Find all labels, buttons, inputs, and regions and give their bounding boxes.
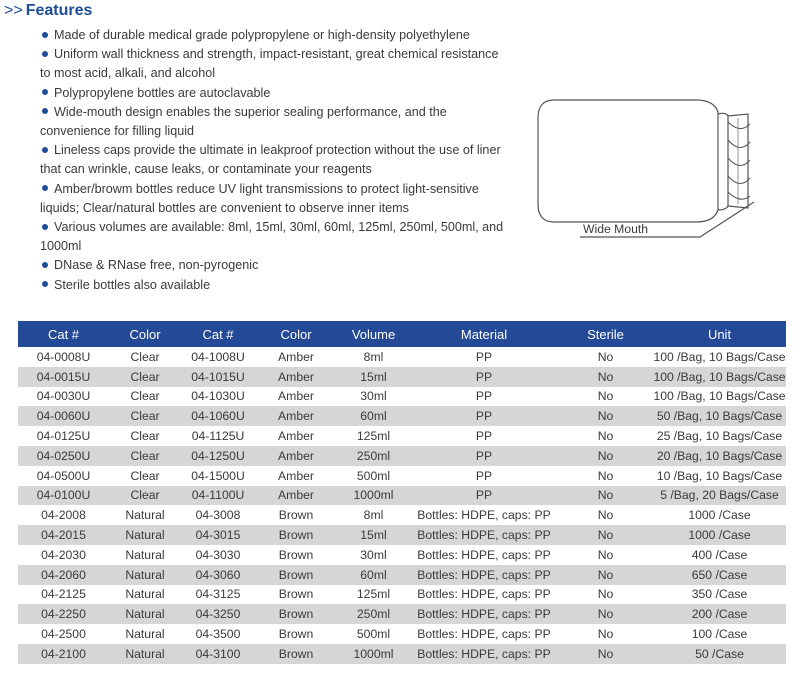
table-cell: No (597, 627, 614, 642)
table-cell: Clear (130, 409, 160, 424)
table-cell: 04-0100U (36, 488, 91, 503)
bottle-thread-lines (728, 122, 750, 199)
table-cell: 30ml (360, 547, 387, 562)
table-cell: 04-0008U (36, 349, 91, 364)
table-cell: 04-3100 (195, 646, 241, 661)
table-cell: Natural (125, 528, 165, 543)
table-cell: 125ml (356, 429, 391, 444)
table-cell: 100 /Bag, 10 Bags/Case (653, 349, 786, 364)
table-cell: 400 /Case (691, 547, 748, 562)
table-cell: Natural (125, 627, 165, 642)
table-cell: Natural (125, 567, 165, 582)
table-cell: 650 /Case (691, 567, 748, 582)
column-header: Volume (351, 326, 396, 342)
table-cell: Clear (130, 448, 160, 463)
table-cell: PP (475, 488, 493, 503)
feature-item: Sterile bottles also available (40, 276, 512, 295)
table-cell: Amber (278, 488, 314, 503)
table-cell: 04-1125U (191, 429, 245, 444)
table-cell: Brown (278, 567, 314, 582)
table-cell: 60ml (360, 409, 387, 424)
table-row (18, 644, 786, 664)
table-cell: 04-3060 (195, 567, 241, 582)
column-header: Material (460, 326, 508, 342)
table-cell: 200 /Case (691, 607, 748, 622)
table-cell: Brown (278, 646, 314, 661)
table-cell: No (597, 646, 614, 661)
table-cell: 04-1100U (191, 488, 245, 503)
table-cell: No (597, 468, 614, 483)
table-cell: No (597, 587, 614, 602)
feature-item: Polypropylene bottles are autoclavable (40, 84, 512, 103)
table-cell: Clear (130, 349, 160, 364)
table-row (18, 525, 786, 545)
table-cell: 250ml (356, 607, 391, 622)
table-cell: 04-0500U (36, 468, 91, 483)
table-cell: 04-2060 (41, 567, 86, 582)
table-cell: Clear (130, 488, 160, 503)
bullet-dot-icon (42, 281, 48, 287)
table-cell: No (597, 607, 614, 622)
table-cell: 350 /Case (691, 587, 748, 602)
table-cell: Clear (130, 429, 160, 444)
table-cell: Natural (125, 508, 165, 523)
table-row (18, 446, 786, 466)
table-row (18, 466, 786, 486)
table-cell: PP (475, 349, 493, 364)
table-cell: 04-0250U (36, 448, 91, 463)
table-cell: Natural (125, 607, 165, 622)
table-cell: 500ml (356, 468, 391, 483)
bottle-shoulder-outline (718, 113, 728, 210)
bullet-dot-icon (42, 51, 48, 57)
table-cell: No (597, 508, 614, 523)
table-header-row (18, 321, 786, 347)
feature-item: Wide-mouth design enables the superior sealing performance, and the convenience for filling liquid (40, 104, 447, 139)
feature-item: Various volumes are available: 8ml, 15ml, 30ml, 60ml, 125ml, 250ml, 500ml, and 1000ml (40, 220, 504, 254)
table-cell: 04-2100 (41, 646, 86, 661)
table-cell: 04-1060U (191, 409, 245, 424)
table-cell: PP (475, 409, 493, 424)
table-cell: 04-1250U (191, 448, 245, 463)
table-cell: 30ml (360, 389, 387, 404)
table-cell: No (597, 528, 614, 543)
table-cell: 04-0015U (36, 369, 91, 384)
table-cell: 04-2125 (41, 587, 86, 602)
table-cell: 04-3250 (195, 607, 241, 622)
table-cell: 04-0030U (36, 389, 91, 404)
bullet-dot-icon (42, 185, 48, 191)
table-row (18, 367, 786, 387)
table-cell: 25 /Bag, 10 Bags/Case (656, 429, 783, 444)
table-cell: 8ml (363, 349, 384, 364)
feature-item: Lineless caps provide the ultimate in leakproof protection without the use of liner that can wrinkle, cause leaks, or contaminate your reagents (40, 143, 501, 177)
wide-mouth-label: Wide Mouth (583, 222, 649, 236)
bullet-dot-icon (42, 224, 48, 230)
bullet-dot-icon (42, 262, 48, 268)
features-list (40, 26, 512, 295)
table-cell: 04-3500 (195, 627, 241, 642)
table-cell: 5 /Bag, 20 Bags/Case (660, 488, 779, 503)
table-row (18, 604, 786, 624)
table-row (18, 545, 786, 565)
table-cell: No (597, 429, 614, 444)
table-cell: Bottles: HDPE, caps: PP (417, 587, 551, 602)
feature-item: Made of durable medical grade polypropylene or high-density polyethylene (40, 26, 512, 45)
column-header: Cat # (202, 326, 234, 342)
table-cell: 04-3015 (195, 528, 241, 543)
table-cell: 8ml (363, 508, 384, 523)
bullet-dot-icon (42, 89, 48, 95)
bullet-dot-icon (42, 108, 48, 114)
table-cell: PP (475, 429, 493, 444)
table-cell: Bottles: HDPE, caps: PP (417, 627, 551, 642)
table-row (18, 585, 786, 605)
table-cell: Amber (278, 349, 314, 364)
table-row (18, 347, 786, 367)
table-row (18, 565, 786, 585)
table-cell: Brown (278, 607, 314, 622)
bottle-body-outline (538, 100, 718, 222)
table-cell: Bottles: HDPE, caps: PP (417, 547, 551, 562)
table-cell: Amber (278, 369, 314, 384)
table-cell: Brown (278, 508, 314, 523)
table-cell: 1000ml (353, 488, 394, 503)
table-cell: PP (475, 389, 493, 404)
table-cell: 1000ml (353, 646, 394, 661)
table-cell: Amber (278, 468, 314, 483)
table-row (18, 505, 786, 525)
table-row (18, 387, 786, 407)
table-cell: Amber (278, 409, 314, 424)
table-cell: Amber (278, 429, 314, 444)
column-header: Color (280, 326, 312, 342)
table-cell: 50 /Case (695, 646, 744, 661)
table-cell: 04-1015U (191, 369, 245, 384)
table-cell: Bottles: HDPE, caps: PP (417, 646, 551, 661)
table-cell: 15ml (360, 528, 387, 543)
bottle-illustration (528, 92, 788, 252)
column-header: Unit (707, 326, 732, 342)
table-cell: 04-3030 (195, 547, 241, 562)
heading-title: Features (25, 2, 93, 19)
table-cell: Bottles: HDPE, caps: PP (417, 567, 551, 582)
column-header: Cat # (47, 326, 80, 342)
table-cell: No (597, 409, 614, 424)
features-heading (4, 2, 92, 20)
table-cell: 04-3125 (195, 587, 241, 602)
table-cell: 100 /Bag, 10 Bags/Case (653, 389, 786, 404)
column-header: Color (129, 326, 161, 342)
feature-item: Amber/browm bottles reduce UV light transmissions to protect light-sensitive liquids; Clear/natural bottles are convenient to observe inner items (40, 181, 479, 215)
table-cell: 04-2500 (41, 627, 86, 642)
table-cell: Brown (278, 627, 314, 642)
table-cell: PP (475, 448, 493, 463)
product-table (18, 321, 786, 664)
column-header: Sterile (587, 326, 624, 342)
table-cell: 04-1008U (191, 349, 245, 364)
heading-prefix: >> (4, 2, 23, 19)
table-cell: Natural (125, 587, 165, 602)
table-cell: Natural (125, 547, 165, 562)
table-cell: 50 /Bag, 10 Bags/Case (656, 409, 783, 424)
table-cell: Clear (130, 389, 160, 404)
table-cell: 1000 /Case (688, 528, 751, 543)
table-cell: 20 /Bag, 10 Bags/Case (656, 448, 783, 463)
table-cell: Bottles: HDPE, caps: PP (417, 508, 551, 523)
table-cell: Bottles: HDPE, caps: PP (417, 607, 551, 622)
table-cell: No (597, 567, 614, 582)
table-cell: Brown (278, 587, 314, 602)
table-cell: PP (475, 468, 493, 483)
bullet-dot-icon (42, 32, 48, 38)
table-cell: No (597, 369, 614, 384)
table-cell: 04-2250 (41, 607, 86, 622)
table-cell: Bottles: HDPE, caps: PP (417, 528, 551, 543)
table-cell: 15ml (360, 369, 387, 384)
table-cell: Amber (278, 389, 314, 404)
table-body (18, 347, 786, 664)
feature-item: DNase & RNase free, non-pyrogenic (40, 256, 512, 275)
table-cell: No (597, 349, 614, 364)
table-cell: Natural (125, 646, 165, 661)
feature-item: Uniform wall thickness and strength, impact-resistant, great chemical resistance to most acid, alkali, and alcohol (40, 47, 499, 81)
table-cell: No (597, 389, 614, 404)
table-cell: 04-2030 (41, 547, 86, 562)
table-cell: 04-0060U (36, 409, 91, 424)
table-row (18, 624, 786, 644)
table-cell: Amber (278, 448, 314, 463)
table-row (18, 486, 786, 506)
table-cell: Clear (130, 369, 160, 384)
table-cell: 04-1500U (191, 468, 245, 483)
table-row (18, 426, 786, 446)
table-cell: 500ml (356, 627, 391, 642)
table-cell: No (597, 488, 614, 503)
table-cell: 125ml (356, 587, 391, 602)
table-cell: 100 /Bag, 10 Bags/Case (653, 369, 786, 384)
bullet-dot-icon (42, 147, 48, 153)
table-cell: 10 /Bag, 10 Bags/Case (656, 468, 783, 483)
table-row (18, 406, 786, 426)
table-cell: No (597, 547, 614, 562)
table-cell: 100 /Case (691, 627, 748, 642)
table-cell: No (597, 448, 614, 463)
table-cell: 1000 /Case (688, 508, 751, 523)
table-cell: 04-2008 (41, 508, 86, 523)
table-cell: 60ml (360, 567, 387, 582)
table-cell: 04-0125U (36, 429, 91, 444)
table-cell: Clear (130, 468, 160, 483)
table-cell: 04-2015 (41, 528, 86, 543)
table-cell: 250ml (356, 448, 391, 463)
table-cell: 04-1030U (191, 389, 245, 404)
table-cell: Brown (278, 547, 314, 562)
table-cell: Brown (278, 528, 314, 543)
table-cell: PP (475, 369, 493, 384)
table-cell: 04-3008 (195, 508, 241, 523)
